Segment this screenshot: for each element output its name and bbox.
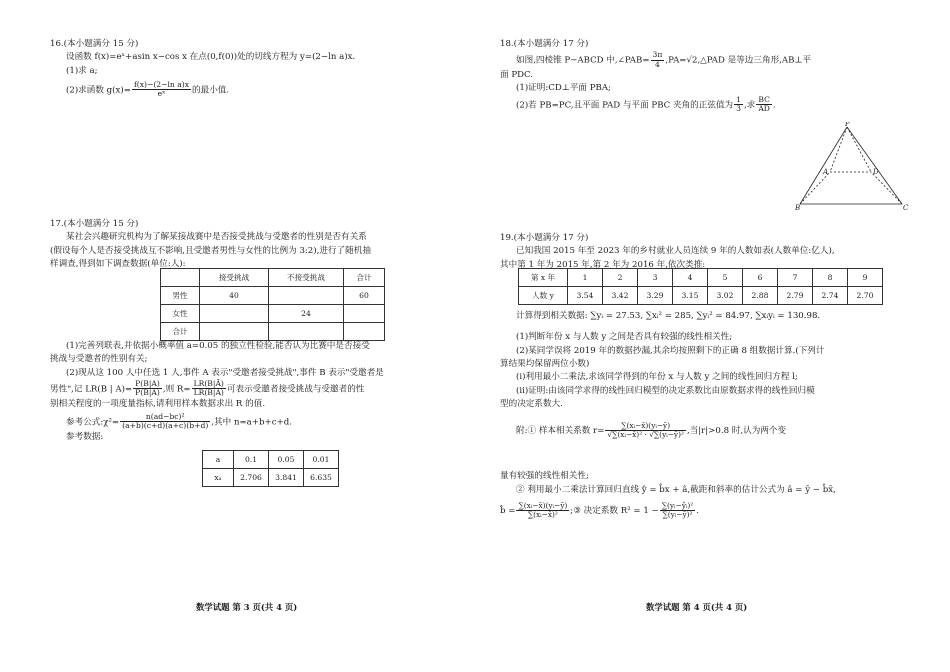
- problem-17-header: 17.(本小题满分 15 分): [50, 219, 139, 229]
- problem-17-questions: [50, 340, 490, 444]
- problem-17-q2c: 别相关程度的一项度量指标,请利用样本数据求出 R 的值.: [50, 398, 266, 409]
- problem-19-q2ii-a: (ⅱ)证明:由该同学求得的线性回归模型的决定系数比由原数据求得的线性回归模: [516, 385, 815, 396]
- label-P: P: [845, 122, 850, 128]
- correlation-note-2: 量有较强的线性相关性;: [500, 471, 589, 481]
- problem-19-q2a: (2)某同学误将 2019 年的数据抄漏,其余均按照剩下的正确 8 组数据计算.(下列计: [516, 345, 825, 356]
- problem-19-stem-2: 其中第 1 年为 2015 年,第 2 年为 2016 年,依次类推:: [500, 259, 706, 270]
- problem-19-q1: (1)判断年份 x 与人数 y 之间是否具有较强的线性相关性;: [516, 332, 733, 343]
- problem-16: [50, 38, 490, 99]
- label-A: A: [823, 168, 829, 176]
- problem-19-body: [500, 310, 940, 411]
- problem-18-stem-1: 如图,四棱锥 P−ABCD 中,∠PAB= $\frac{3\pi}{4}$ ,PA=√2,△PAD 是等边三角形,AB⊥平: [516, 50, 812, 69]
- table-row: 接受挑战 不接受挑战 合计: [161, 269, 385, 287]
- q2-fraction: $\frac{\text{f(x)−(2−ln a)x}}{\text{eˣ}}$: [133, 79, 189, 99]
- problem-17-stem-2: (假设每个人是否接受挑战互不影响,且受邀者男性与女性的比例为 3:2),进行了随机抽: [50, 245, 371, 256]
- problem-16-header: 16.(本小题满分 15 分): [50, 39, 139, 49]
- problem-17-q2b: 男性",记 LR(B | A)= $\frac{P(B|A)}{P(B̄|A)}$ ,则 R= $\frac{LR(B|Ā)}{LR(B|A)}$ 可表示受邀者接受挑战与受邀者的性: [50, 378, 365, 398]
- problem-17-q1b: 挑战与受邀者的性别有关;: [50, 354, 148, 365]
- slope-and-r2-formula: b̂ = $\frac{\text{∑(xᵢ−x̄)(yᵢ−ȳ)}}{\text{∑(xᵢ−x̄)²}}$ ;③ 决定系数 R² = 1 − $\frac{\text{∑(yᵢ−ŷᵢ)²}}{\text{∑(yᵢ−ȳ)²}}$ .: [500, 501, 699, 520]
- left-page-footer: 数学试题 第 3 页(共 4 页): [196, 602, 298, 612]
- problem-19-q2i: (ⅰ)利用最小二乘法,求该同学得到的年份 x 与人数 y 之间的线性回归方程 l;: [516, 372, 798, 383]
- problem-19-stem-1: 已知我国 2015 年至 2023 年的乡村就业人员连续 9 年的人数如表(人数单位:亿人),: [516, 246, 835, 257]
- problem-18-header: 18.(本小题满分 17 分): [500, 39, 589, 49]
- employment-table: [518, 268, 883, 305]
- table-row: 女性 24: [161, 305, 385, 323]
- problem-18-q2: (2)若 PB=PC,且平面 PAD 与平面 PBC 夹角的正弦值为 $\frac{1}{3}$ ,求 $\frac{BC}{AD}$ .: [516, 94, 776, 113]
- reference-formula: 参考公式:χ²= $\frac{\text{n(ad−bc)²}}{(a+b)(c+d)(a+c)(b+d)}$ ,其中 n=a+b+c+d.: [66, 411, 292, 431]
- regression-note: ② 利用最小二乘法计算回归直线 ŷ = b̂x + â,截距和斜率的估计公式为 â = ȳ − b̂x̄,: [516, 485, 836, 495]
- problem-19-q2ii-b: 型的决定系数大.: [500, 398, 563, 409]
- label-B: B: [795, 204, 801, 210]
- reference-data-label: 参考数据:: [66, 431, 104, 442]
- table-row: xₐ 2.706 3.841 6.635: [203, 469, 339, 487]
- problem-16-q2: (2)求函数 g(x)= $\frac{\text{f(x)−(2−ln a)x}}{\text{eˣ}}$ 的最小值.: [66, 79, 230, 99]
- table-row: 人数 y 3.54 3.42 3.29 3.15 3.02 2.88 2.79 2.74 2.70: [519, 287, 883, 305]
- problem-19: [500, 232, 940, 272]
- critical-value-table: [202, 450, 339, 487]
- pyramid-figure: [795, 122, 910, 210]
- problem-17-q1a: (1)完善列联表,并依据小概率值 a=0.05 的独立性检验,能否认为比赛中是否接受: [66, 341, 370, 351]
- table-row: 第 x 年 1 2 3 4 5 6 7 8 9: [519, 269, 883, 287]
- correlation-note: 附:① 样本相关系数 r= $\frac{\text{∑(xᵢ−x̄)(yᵢ−ȳ)}}{\text{√∑(xᵢ−x̄)² · √∑(yᵢ−ȳ)²}}$ ,当|r|>0.8 时,认为两个变: [516, 421, 787, 440]
- label-D: D: [873, 168, 879, 176]
- table-row: a 0.1 0.05 0.01: [203, 451, 339, 469]
- problem-18-q1: (1)证明:CD⊥平面 PBA;: [516, 83, 611, 94]
- problem-19-header: 19.(本小题满分 17 分): [500, 233, 589, 243]
- contingency-table: [160, 268, 385, 341]
- problem-17-q2a: (2)现从这 100 人中任选 1 人,事件 A 表示"受邀者接受挑战",事件 B 表示"受邀者是: [66, 367, 384, 378]
- computed-sums: 计算得到相关数据: ∑yᵢ = 27.53, ∑xᵢ² = 285, ∑yᵢ² = 84.97, ∑xᵢyᵢ = 130.98.: [516, 311, 821, 321]
- problem-18-stem-2: 面 PDC.: [500, 70, 533, 80]
- problem-16-stem: 设函数 f(x)=eˣ+asin x−cos x 在点(0,f(0))处的切线方程为 y=(2−ln a)x.: [66, 52, 356, 63]
- problem-18: [500, 38, 940, 113]
- right-page-footer: 数学试题 第 4 页(共 4 页): [646, 602, 748, 612]
- table-row: 合计: [161, 323, 385, 341]
- problem-17-stem-3: 样调查,得到如下调查数据(单位:人):: [50, 258, 186, 269]
- problem-16-q1: (1)求 a;: [66, 65, 98, 76]
- problem-17-stem-1: 某社会兴趣研究机构为了解某接战赛中是否接受挑战与受邀者的性别是否有关系: [66, 232, 367, 243]
- table-row: 男性 40 60: [161, 287, 385, 305]
- label-C: C: [903, 204, 909, 210]
- problem-17: [50, 218, 490, 271]
- problem-19-q2b: 算结果均保留两位小数): [500, 358, 590, 369]
